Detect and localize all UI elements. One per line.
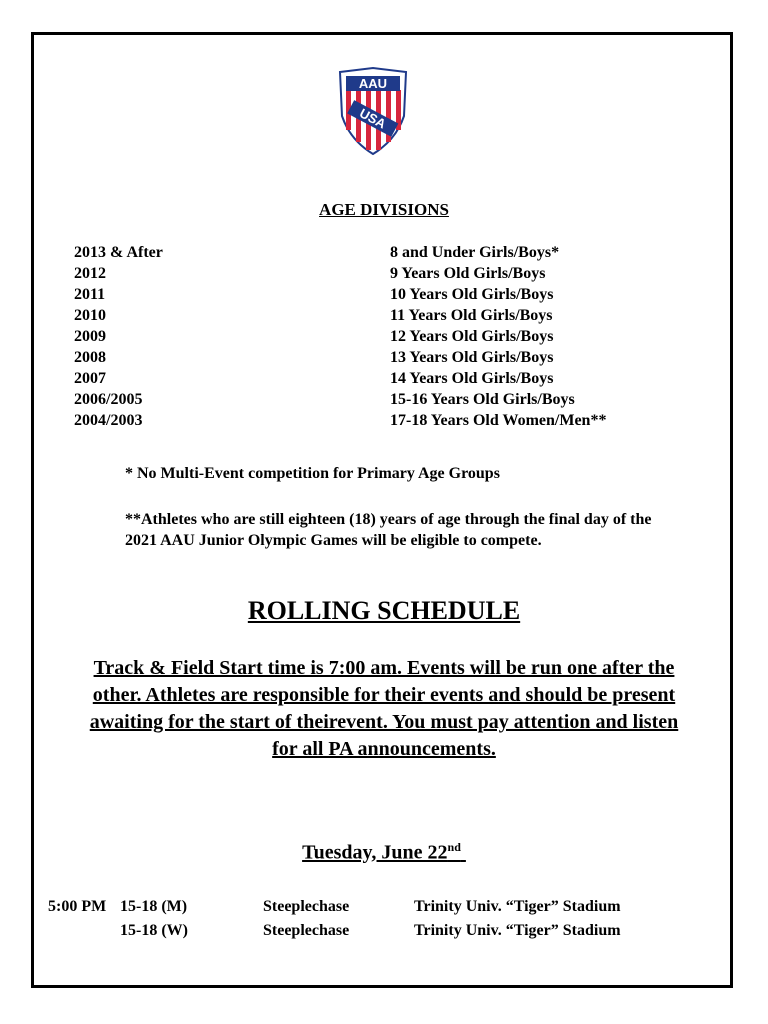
division-label: 15-16 Years Old Girls/Boys: [390, 391, 575, 408]
rolling-schedule-title: ROLLING SCHEDULE: [247, 596, 521, 625]
schedule-date: [0, 840, 768, 865]
logo-top-text: AAU: [358, 76, 388, 91]
division-label: 9 Years Old Girls/Boys: [390, 265, 546, 282]
division-year: 2009: [74, 328, 106, 345]
event-venue: Trinity Univ. “Tiger” Stadium: [414, 898, 621, 915]
division-label: 11 Years Old Girls/Boys: [390, 307, 553, 324]
event-time: 5:00 PM: [48, 898, 107, 915]
paragraph-line: awaiting for the start of theirevent. You must pay attention and listen: [89, 711, 679, 733]
event-venue: Trinity Univ. “Tiger” Stadium: [414, 922, 621, 939]
division-year: 2004/2003: [74, 412, 143, 429]
paragraph-line: other. Athletes are responsible for their events and should be present: [92, 684, 676, 706]
division-year: 2013 & After: [74, 244, 163, 261]
division-label: 14 Years Old Girls/Boys: [390, 370, 554, 387]
division-label: 8 and Under Girls/Boys*: [390, 244, 560, 261]
logo-bottom-text: USA: [357, 105, 389, 132]
event-group: 15-18 (W): [120, 922, 188, 939]
division-year: 2007: [74, 370, 106, 387]
multi-event-note: * No Multi-Event competition for Primary Age Groups: [125, 465, 500, 482]
event-group: 15-18 (M): [120, 898, 188, 915]
aau-usa-logo: [336, 66, 410, 156]
division-year: 2011: [74, 286, 106, 303]
age-divisions-title: AGE DIVISIONS: [319, 200, 449, 219]
division-label: 13 Years Old Girls/Boys: [390, 349, 554, 366]
eligibility-note-line1: **Athletes who are still eighteen (18) years of age through the final day of the: [125, 511, 652, 528]
event-name: Steeplechase: [263, 898, 350, 915]
division-label: 12 Years Old Girls/Boys: [390, 328, 554, 345]
paragraph-line: for all PA announcements.: [272, 738, 496, 760]
division-year: 2008: [74, 349, 106, 366]
division-label: 10 Years Old Girls/Boys: [390, 286, 554, 303]
division-label: 17-18 Years Old Women/Men**: [390, 412, 607, 429]
event-name: Steeplechase: [263, 922, 350, 939]
eligibility-note-line2: 2021 AAU Junior Olympic Games will be eligible to compete.: [125, 532, 542, 549]
division-year: 2010: [74, 307, 106, 324]
rolling-schedule-paragraph: [36, 655, 732, 763]
date-suffix: nd: [447, 840, 461, 854]
division-year: 2006/2005: [74, 391, 143, 408]
date-label: Tuesday, June 22: [302, 841, 448, 864]
paragraph-line: Track & Field Start time is 7:00 am. Events will be run one after the: [93, 657, 675, 679]
division-year: 2012: [74, 265, 106, 282]
